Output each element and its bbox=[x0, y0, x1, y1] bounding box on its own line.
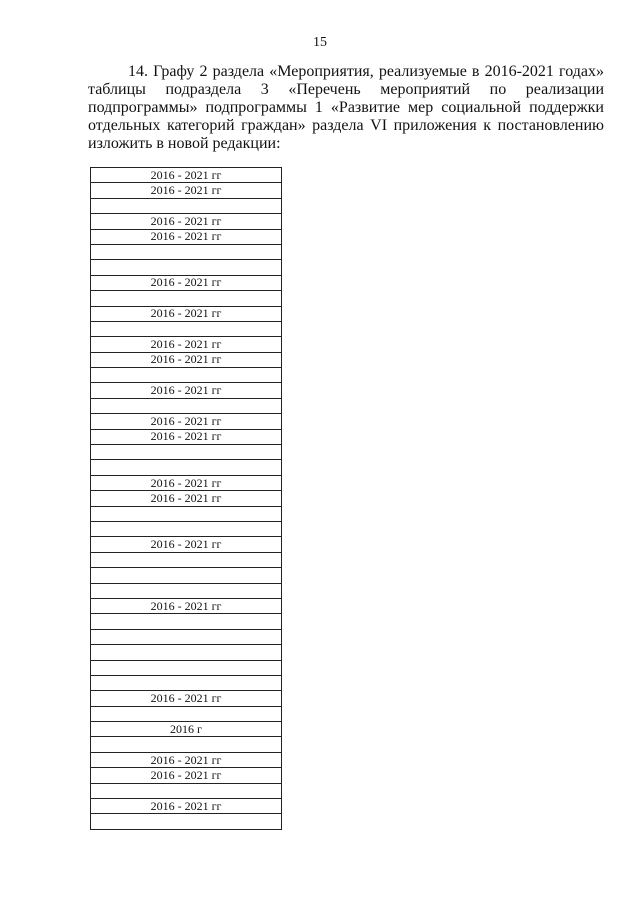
table-cell: 2016 - 2021 гг bbox=[91, 275, 282, 290]
table-cell: 2016 - 2021 гг bbox=[91, 752, 282, 767]
table-cell bbox=[91, 506, 282, 521]
table-cell: 2016 - 2021 гг bbox=[91, 598, 282, 613]
table-cell: 2016 - 2021 гг bbox=[91, 414, 282, 429]
table-row bbox=[91, 691, 282, 706]
table-row bbox=[91, 537, 282, 552]
table-cell: 2016 - 2021 гг bbox=[91, 168, 282, 183]
table-cell: 2016 - 2021 гг bbox=[91, 429, 282, 444]
table-cell bbox=[91, 244, 282, 259]
table-row bbox=[91, 183, 282, 198]
table-row bbox=[91, 799, 282, 814]
table-row bbox=[91, 752, 282, 767]
table-cell: 2016 - 2021 гг bbox=[91, 475, 282, 490]
table-row bbox=[91, 368, 282, 383]
table-cell bbox=[91, 521, 282, 536]
table-cell: 2016 - 2021 гг bbox=[91, 383, 282, 398]
table-cell: 2016 г bbox=[91, 722, 282, 737]
table-cell bbox=[91, 321, 282, 336]
table-cell: 2016 - 2021 гг bbox=[91, 352, 282, 367]
table-row bbox=[91, 722, 282, 737]
table-row bbox=[91, 244, 282, 259]
table-row bbox=[91, 737, 282, 752]
table-cell bbox=[91, 198, 282, 213]
table-row bbox=[91, 168, 282, 183]
amendment-paragraph bbox=[88, 63, 604, 153]
table-row bbox=[91, 583, 282, 598]
table-cell: 2016 - 2021 гг bbox=[91, 229, 282, 244]
table-row bbox=[91, 521, 282, 536]
table-cell bbox=[91, 368, 282, 383]
table-row bbox=[91, 445, 282, 460]
table-row bbox=[91, 645, 282, 660]
table-cell bbox=[91, 783, 282, 798]
table-row bbox=[91, 598, 282, 613]
table-cell: 2016 - 2021 гг bbox=[91, 691, 282, 706]
table-row bbox=[91, 260, 282, 275]
table-cell bbox=[91, 737, 282, 752]
table-row bbox=[91, 660, 282, 675]
table-cell bbox=[91, 291, 282, 306]
table-row bbox=[91, 552, 282, 567]
table-cell: 2016 - 2021 гг bbox=[91, 183, 282, 198]
table-row bbox=[91, 706, 282, 721]
table-row bbox=[91, 568, 282, 583]
table-cell: 2016 - 2021 гг bbox=[91, 537, 282, 552]
table-row bbox=[91, 783, 282, 798]
table-row bbox=[91, 475, 282, 490]
table-row bbox=[91, 675, 282, 690]
table-cell bbox=[91, 645, 282, 660]
table-cell bbox=[91, 568, 282, 583]
table-row bbox=[91, 383, 282, 398]
table-cell bbox=[91, 660, 282, 675]
table-cell bbox=[91, 552, 282, 567]
table-cell bbox=[91, 675, 282, 690]
table-cell bbox=[91, 583, 282, 598]
table-row bbox=[91, 506, 282, 521]
table-cell bbox=[91, 814, 282, 829]
table-row bbox=[91, 198, 282, 213]
table-row bbox=[91, 275, 282, 290]
table-row bbox=[91, 629, 282, 644]
table-row bbox=[91, 306, 282, 321]
table-cell bbox=[91, 460, 282, 475]
table-row bbox=[91, 460, 282, 475]
table-cell bbox=[91, 260, 282, 275]
table-cell bbox=[91, 629, 282, 644]
amendment-text: 14. Графу 2 раздела «Мероприятия, реализуемые в 2016-2021 годах» таблицы подраздела 3 «Перечень мероприятий по реализации подпрограммы» подпрограммы 1 «Развитие мер социальной поддержки отдельных категорий граждан» раздела VI приложения к постановлению изложить в новой редакции: bbox=[88, 63, 604, 152]
page-number: 15 bbox=[313, 35, 327, 50]
table-cell: 2016 - 2021 гг bbox=[91, 214, 282, 229]
table-row bbox=[91, 229, 282, 244]
table-row bbox=[91, 814, 282, 829]
table-row bbox=[91, 414, 282, 429]
table-cell: 2016 - 2021 гг bbox=[91, 306, 282, 321]
table-cell bbox=[91, 398, 282, 413]
table-row bbox=[91, 352, 282, 367]
table-row bbox=[91, 291, 282, 306]
table-row bbox=[91, 398, 282, 413]
table-cell bbox=[91, 445, 282, 460]
table-cell bbox=[91, 614, 282, 629]
table-row bbox=[91, 614, 282, 629]
table-row bbox=[91, 768, 282, 783]
table-cell: 2016 - 2021 гг bbox=[91, 768, 282, 783]
table-cell: 2016 - 2021 гг bbox=[91, 491, 282, 506]
table-row bbox=[91, 491, 282, 506]
table-cell bbox=[91, 706, 282, 721]
table-row bbox=[91, 337, 282, 352]
table-row bbox=[91, 214, 282, 229]
table-cell: 2016 - 2021 гг bbox=[91, 337, 282, 352]
table-row bbox=[91, 321, 282, 336]
table-cell: 2016 - 2021 гг bbox=[91, 799, 282, 814]
table-row bbox=[91, 429, 282, 444]
events-period-table bbox=[90, 167, 282, 830]
